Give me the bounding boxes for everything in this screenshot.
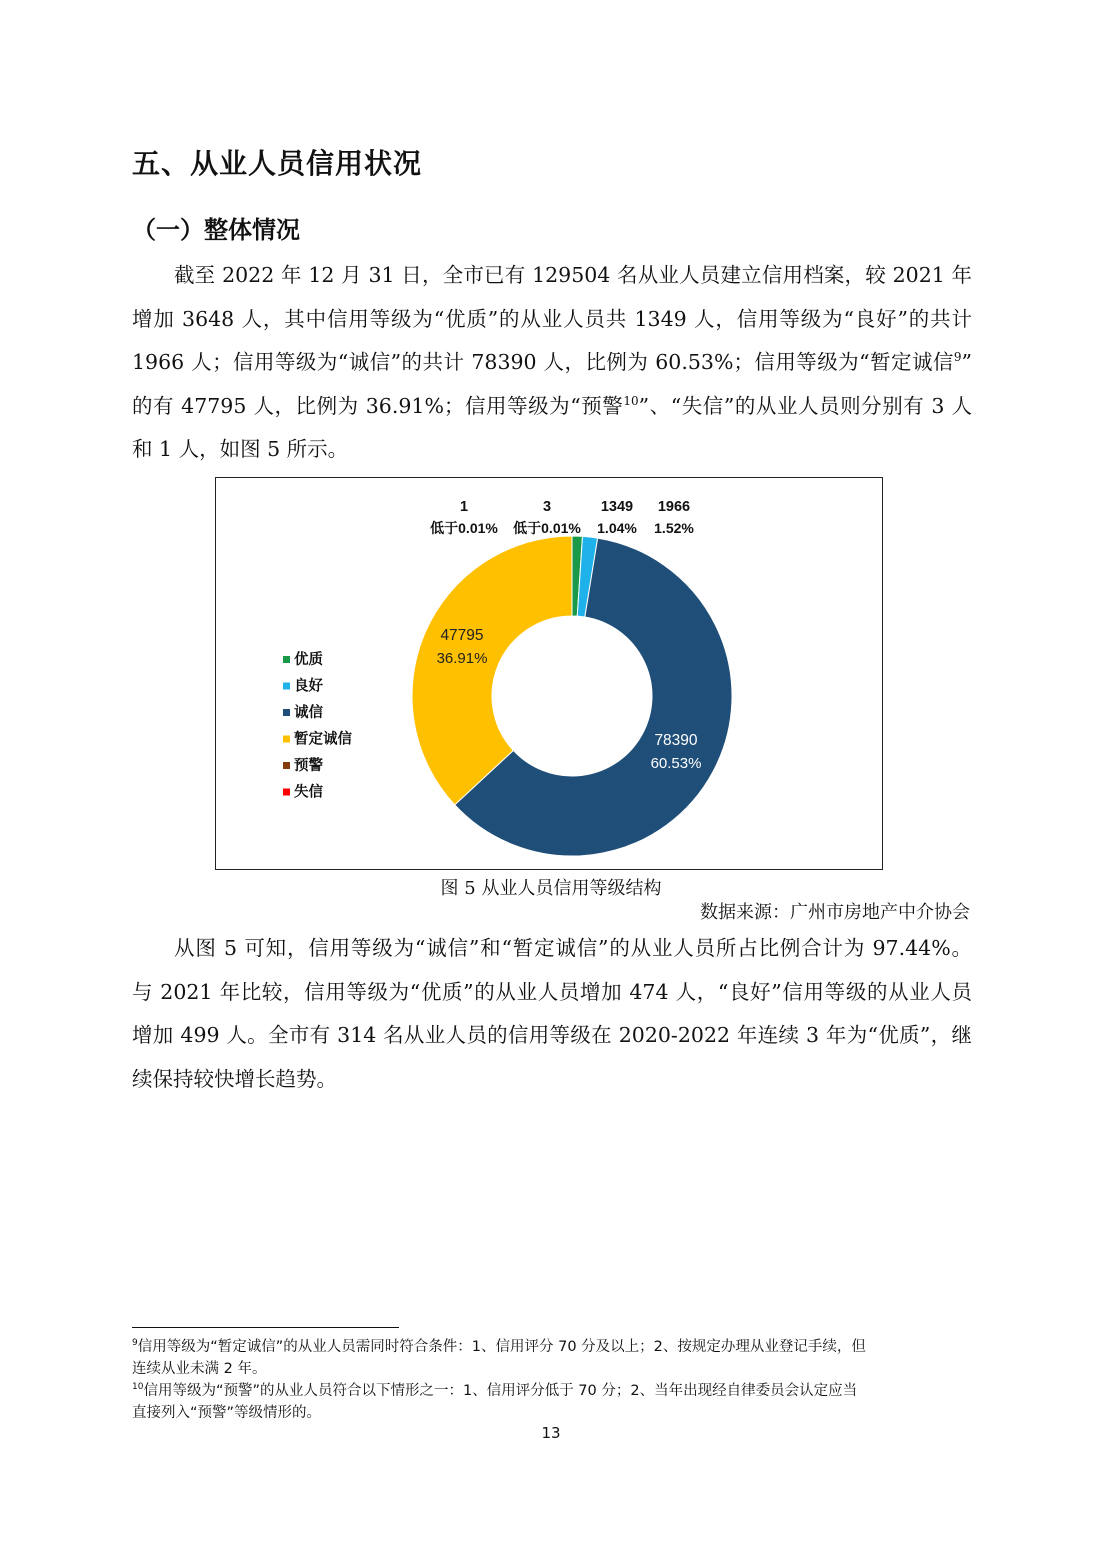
value-label-诚信: 78390	[654, 732, 698, 749]
legend-swatch-失信	[283, 789, 290, 796]
slice-暂定诚信	[412, 536, 572, 805]
para1-line-5: 和 1 人，如图 5 所示。	[132, 437, 349, 461]
footnote-10	[132, 1380, 972, 1424]
percent-label-优质: 1.04%	[597, 520, 637, 536]
legend-label-优质: 优质	[294, 652, 323, 668]
value-label-预警: 3	[542, 499, 552, 515]
legend-label-预警: 预警	[294, 758, 323, 774]
para1-line-2: 增加 3648 人，其中信用等级为“优质”的从业人员共 1349 人，信用等级为“良好”的共计	[132, 306, 972, 331]
para1-line-4a: 的有 47795 人，比例为 36.91%；信用等级为“预警	[132, 393, 624, 418]
legend-swatch-优质	[283, 656, 290, 663]
section-title: 五、从业人员信用状况	[132, 147, 423, 180]
percent-label-失信: 低于0.01%	[430, 520, 498, 536]
page-number: 13	[541, 1424, 561, 1442]
legend-label-失信: 失信	[294, 784, 323, 801]
legend-swatch-良好	[283, 683, 290, 690]
value-label-失信: 1	[459, 499, 469, 515]
figure-caption: 图 5 从业人员信用等级结构	[440, 878, 662, 899]
paragraph-2	[132, 927, 972, 1101]
legend-swatch-预警	[283, 762, 290, 769]
legend-label-诚信: 诚信	[294, 705, 323, 721]
para2-line-4: 续保持较快增长趋势。	[132, 1066, 337, 1091]
value-label-良好: 1966	[657, 499, 691, 515]
footnote-9-line-2: 连续从业未满 2 年。	[132, 1361, 267, 1377]
para1-line-3a: 1966 人；信用等级为“诚信”的共计 78390 人，比例为 60.53%；信用等级为“暂定诚信	[132, 350, 954, 374]
footnote-10-num: 10	[132, 1382, 144, 1392]
footnote-10-line-1: 信用等级为“预警”的从业人员符合以下情形之一：1、信用评分低于 70 分；2、当年出现经自律委员会认定应当	[143, 1383, 858, 1399]
legend-swatch-暂定诚信	[283, 736, 290, 743]
credit-level-chart	[215, 477, 883, 870]
legend-label-暂定诚信: 暂定诚信	[294, 731, 352, 748]
para1-line-4	[132, 385, 972, 429]
value-label-暂定诚信: 47795	[440, 627, 484, 644]
paragraph-1	[132, 254, 972, 472]
footnote-9-line-1: 信用等级为“暂定诚信”的从业人员需同时符合条件：1、信用评分 70 分及以上；2、按规定办理从业登记手续，但	[137, 1339, 866, 1355]
percent-label-诚信: 60.53%	[650, 755, 702, 772]
percent-label-良好: 1.52%	[654, 520, 694, 536]
para2-line-1: 从图 5 可知，信用等级为“诚信”和“暂定诚信”的从业人员所占比例合计为 97.44%。	[174, 936, 972, 960]
value-label-优质: 1349	[600, 499, 634, 515]
footnote-9	[132, 1336, 972, 1380]
percent-label-暂定诚信: 36.91%	[436, 650, 488, 667]
footnote-ref-9: 9	[953, 350, 962, 364]
percent-label-预警: 低于0.01%	[513, 520, 581, 536]
footnote-10-line-2: 直接列入“预警”等级情形的。	[132, 1405, 322, 1421]
legend-label-良好: 良好	[294, 678, 323, 695]
para1-line-4b: ”、“失信”的从业人员则分别有 3 人	[638, 393, 972, 418]
subsection-title: （一）整体情况	[132, 216, 300, 244]
para2-line-2: 与 2021 年比较，信用等级为“优质”的从业人员增加 474 人，“良好”信用等级的从业人员	[132, 979, 972, 1004]
footnote-9-num: 9	[132, 1338, 138, 1348]
para1-line-3b: ”	[961, 350, 972, 374]
footnote-divider	[132, 1327, 399, 1328]
para1-line-1: 截至 2022 年 12 月 31 日，全市已有 129504 名从业人员建立信用档案，较 2021 年	[174, 263, 972, 287]
footnote-ref-10: 10	[623, 393, 639, 408]
figure-source: 数据来源：广州市房地产中介协会	[700, 902, 970, 923]
para1-line-3	[132, 341, 972, 385]
donut-chart-svg	[216, 478, 884, 871]
legend-swatch-诚信	[283, 709, 290, 716]
para2-line-3: 增加 499 人。全市有 314 名从业人员的信用等级在 2020-2022 年连续 3 年为“优质”，继	[132, 1023, 972, 1047]
